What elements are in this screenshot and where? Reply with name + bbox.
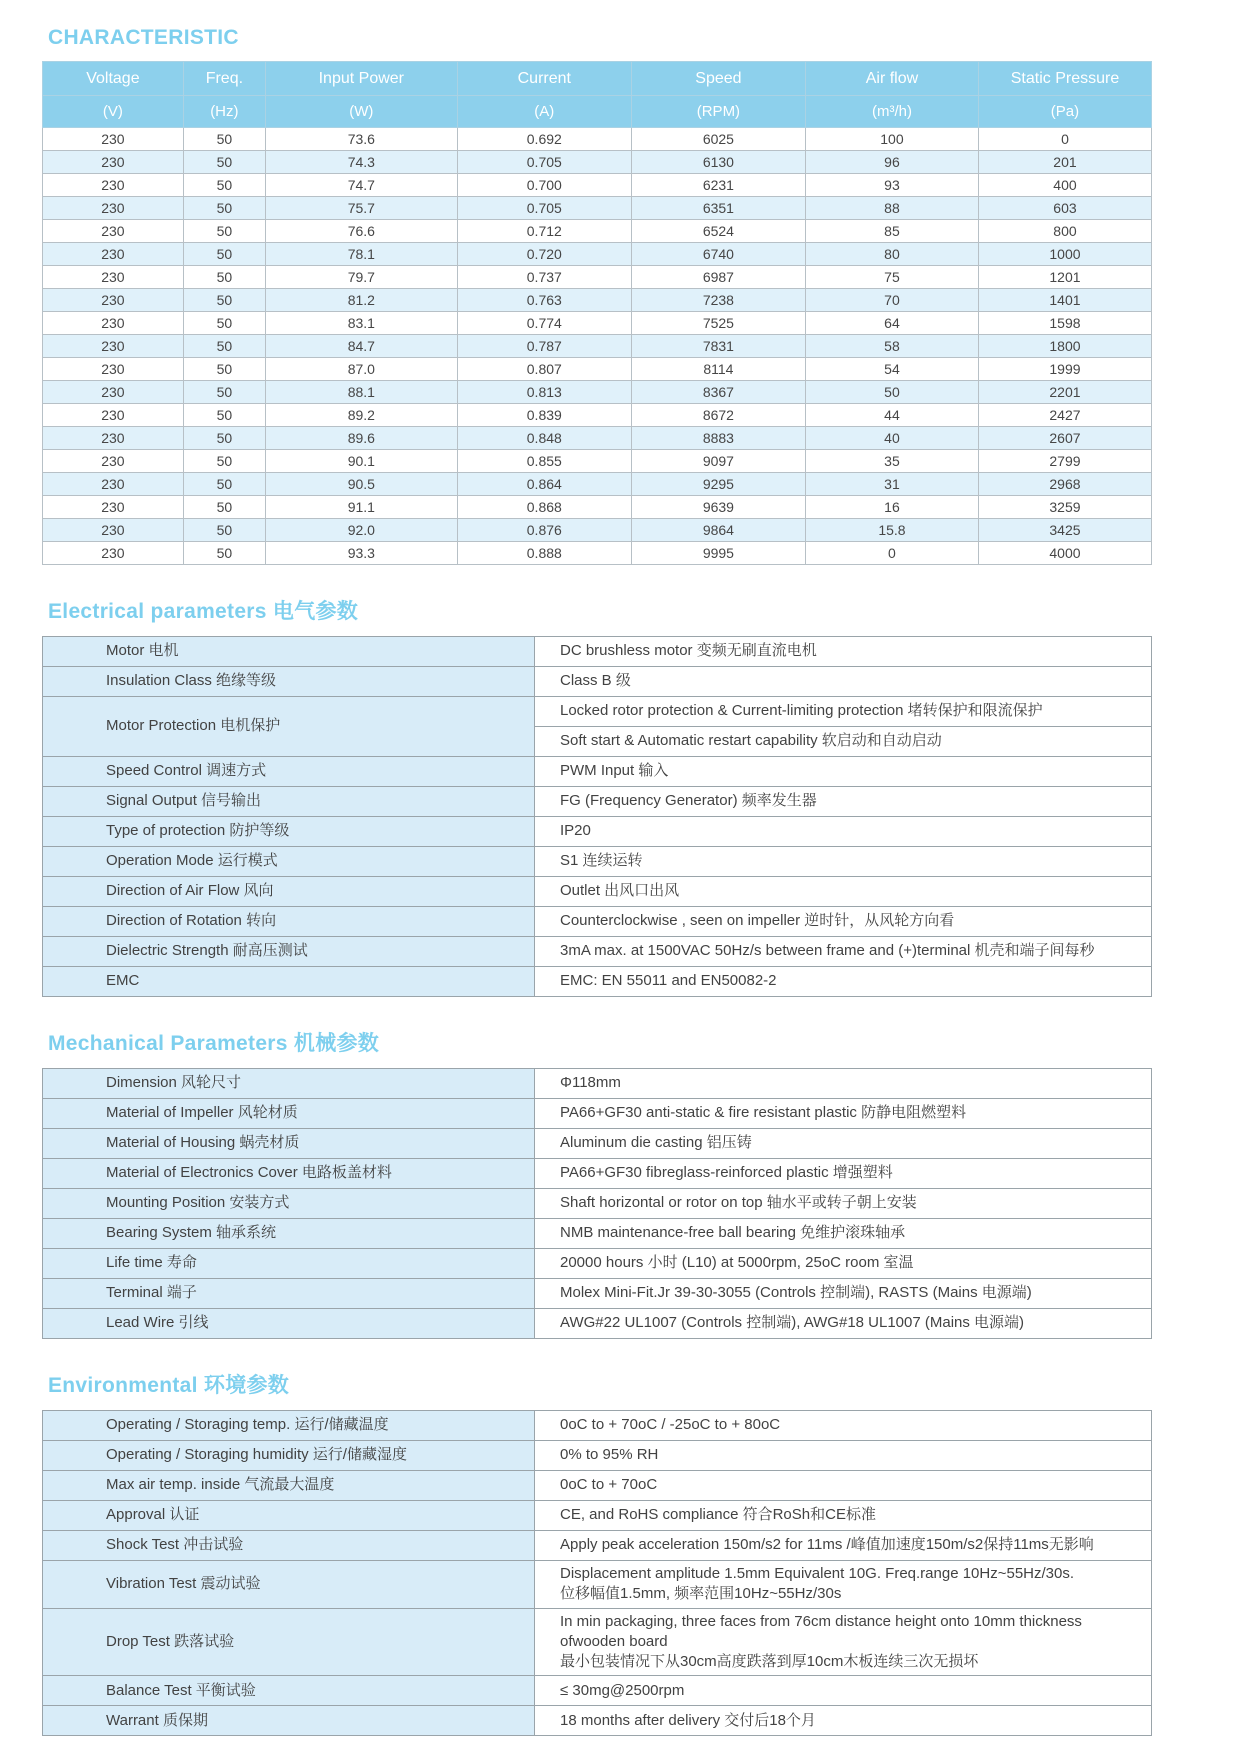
table-cell: 79.7 — [265, 266, 457, 289]
table-cell: 50 — [183, 473, 265, 496]
spec-value — [535, 1129, 1152, 1159]
table-cell: 73.6 — [265, 128, 457, 151]
table-cell: 50 — [183, 496, 265, 519]
spec-label: Direction of Rotation 转向 — [43, 907, 535, 937]
spec-value-line: 0oC to + 70oC / -25oC to + 80oC — [560, 1416, 781, 1434]
spec-row — [43, 1411, 1152, 1441]
spec-row — [43, 1069, 1152, 1099]
spec-value-line: DC brushless motor 变频无刷直流电机 — [560, 642, 817, 660]
spec-value-line: Class B 级 — [560, 672, 631, 690]
spec-value-line: Counterclockwise , seen on impeller 逆时针，从风轮方向看 — [560, 912, 955, 930]
header-row — [43, 62, 1152, 96]
table-cell: 6987 — [631, 266, 805, 289]
column-unit: (RPM) — [631, 96, 805, 128]
spec-label: Vibration Test 震动试验 — [43, 1561, 535, 1609]
characteristic-section-title: CHARACTERISTIC — [48, 26, 239, 49]
table-row — [43, 473, 1152, 496]
table-row — [43, 174, 1152, 197]
spec-label: Operating / Storaging temp. 运行/储藏温度 — [43, 1411, 535, 1441]
table-cell: 230 — [43, 381, 184, 404]
spec-value — [535, 1441, 1152, 1471]
spec-label: Insulation Class 绝缘等级 — [43, 667, 535, 697]
table-cell: 9097 — [631, 450, 805, 473]
table-cell: 88 — [805, 197, 978, 220]
table-cell: 89.2 — [265, 404, 457, 427]
table-row — [43, 542, 1152, 565]
table-cell: 6130 — [631, 151, 805, 174]
spec-value-line: Displacement amplitude 1.5mm Equivalent 10G. Freq.range 10Hz~55Hz/30s. — [560, 1565, 1075, 1582]
spec-value — [535, 907, 1152, 937]
spec-value — [535, 1608, 1152, 1676]
table-cell: 9295 — [631, 473, 805, 496]
table-cell: 74.7 — [265, 174, 457, 197]
table-cell: 0.763 — [457, 289, 631, 312]
table-cell: 50 — [183, 427, 265, 450]
spec-value — [535, 1219, 1152, 1249]
spec-row — [43, 1501, 1152, 1531]
environmental-parameters-table — [42, 1410, 1152, 1736]
table-cell: 35 — [805, 450, 978, 473]
table-cell: 2799 — [978, 450, 1151, 473]
spec-value — [535, 1471, 1152, 1501]
table-cell: 50 — [183, 312, 265, 335]
spec-value-line: S1 连续运转 — [560, 852, 643, 870]
spec-value-line: PWM Input 输入 — [560, 762, 669, 780]
table-row — [43, 335, 1152, 358]
electrical-section-title: Electrical parameters 电气参数 — [48, 600, 359, 623]
spec-label: Bearing System 轴承系统 — [43, 1219, 535, 1249]
table-cell: 83.1 — [265, 312, 457, 335]
units-row — [43, 96, 1152, 128]
spec-label: Drop Test 跌落试验 — [43, 1608, 535, 1676]
spec-value-line: IP20 — [560, 822, 591, 840]
spec-row — [43, 1099, 1152, 1129]
spec-value-line: In min packaging, three faces from 76cm distance height onto 10mm thickness ofwooden board — [560, 1612, 1082, 1650]
spec-value — [535, 847, 1152, 877]
characteristic-table — [42, 61, 1152, 565]
table-row — [43, 312, 1152, 335]
table-cell: 7238 — [631, 289, 805, 312]
table-cell: 230 — [43, 450, 184, 473]
spec-row — [43, 1309, 1152, 1339]
spec-value: Locked rotor protection & Current-limiting protection 堵转保护和限流保护 — [535, 697, 1152, 727]
table-cell: 93.3 — [265, 542, 457, 565]
spec-value — [535, 877, 1152, 907]
column-header: Speed — [631, 62, 805, 96]
table-cell: 0.813 — [457, 381, 631, 404]
spec-row — [43, 1129, 1152, 1159]
spec-row — [43, 697, 1152, 727]
table-cell: 50 — [183, 174, 265, 197]
table-cell: 74.3 — [265, 151, 457, 174]
table-cell: 400 — [978, 174, 1151, 197]
table-row — [43, 427, 1152, 450]
table-cell: 8367 — [631, 381, 805, 404]
table-cell: 0.839 — [457, 404, 631, 427]
table-cell: 0.720 — [457, 243, 631, 266]
characteristic-table-body — [43, 128, 1152, 565]
spec-value-line: PA66+GF30 fibreglass-reinforced plastic 增强塑料 — [560, 1164, 893, 1182]
table-row — [43, 128, 1152, 151]
table-row — [43, 519, 1152, 542]
table-cell: 7525 — [631, 312, 805, 335]
table-cell: 8114 — [631, 358, 805, 381]
column-header: Voltage — [43, 62, 184, 96]
table-cell: 50 — [805, 381, 978, 404]
table-cell: 9639 — [631, 496, 805, 519]
table-cell: 78.1 — [265, 243, 457, 266]
table-cell: 230 — [43, 542, 184, 565]
column-unit: (m³/h) — [805, 96, 978, 128]
spec-row — [43, 967, 1152, 997]
table-cell: 2968 — [978, 473, 1151, 496]
table-cell: 40 — [805, 427, 978, 450]
table-cell: 0.848 — [457, 427, 631, 450]
table-cell: 230 — [43, 197, 184, 220]
spec-label: Operation Mode 运行模式 — [43, 847, 535, 877]
spec-row — [43, 787, 1152, 817]
table-cell: 89.6 — [265, 427, 457, 450]
table-cell: 50 — [183, 381, 265, 404]
table-cell: 0.807 — [457, 358, 631, 381]
table-cell: 80 — [805, 243, 978, 266]
table-cell: 0.700 — [457, 174, 631, 197]
spec-value — [535, 1069, 1152, 1099]
spec-value-line: Shaft horizontal or rotor on top 轴水平或转子朝上安装 — [560, 1194, 917, 1212]
table-cell: 6351 — [631, 197, 805, 220]
table-cell: 230 — [43, 128, 184, 151]
column-unit: (W) — [265, 96, 457, 128]
table-cell: 91.1 — [265, 496, 457, 519]
spec-value-line: EMC: EN 55011 and EN50082-2 — [560, 972, 777, 990]
spec-row — [43, 817, 1152, 847]
spec-value-line: 20000 hours 小时 (L10) at 5000rpm, 25oC room 室温 — [560, 1254, 914, 1272]
spec-label: EMC — [43, 967, 535, 997]
table-cell: 230 — [43, 427, 184, 450]
column-header: Static Pressure — [978, 62, 1151, 96]
table-cell: 1800 — [978, 335, 1151, 358]
table-cell: 31 — [805, 473, 978, 496]
spec-value-line: 3mA max. at 1500VAC 50Hz/s between frame and (+)terminal 机壳和端子间每秒 — [560, 942, 1095, 960]
spec-value-line: 最小包装情况下从30cm高度跌落到厚10cm木板连续三次无损坏 — [560, 1653, 979, 1670]
table-row — [43, 266, 1152, 289]
table-cell: 0.855 — [457, 450, 631, 473]
table-cell: 9864 — [631, 519, 805, 542]
spec-row — [43, 1219, 1152, 1249]
spec-row — [43, 907, 1152, 937]
spec-value — [535, 1159, 1152, 1189]
spec-label: Signal Output 信号输出 — [43, 787, 535, 817]
spec-row — [43, 1608, 1152, 1676]
table-cell: 50 — [183, 266, 265, 289]
column-header: Current — [457, 62, 631, 96]
table-cell: 230 — [43, 335, 184, 358]
spec-label: Motor 电机 — [43, 637, 535, 667]
table-cell: 0 — [978, 128, 1151, 151]
table-row — [43, 496, 1152, 519]
spec-label: Balance Test 平衡试验 — [43, 1676, 535, 1706]
spec-row — [43, 1279, 1152, 1309]
spec-value-line: NMB maintenance-free ball bearing 免维护滚珠轴承 — [560, 1224, 906, 1242]
table-cell: 230 — [43, 289, 184, 312]
table-row — [43, 404, 1152, 427]
table-cell: 0.692 — [457, 128, 631, 151]
column-unit: (A) — [457, 96, 631, 128]
spec-value-line: 0oC to + 70oC — [560, 1476, 658, 1494]
spec-label: Operating / Storaging humidity 运行/储藏湿度 — [43, 1441, 535, 1471]
table-cell: 16 — [805, 496, 978, 519]
table-cell: 2427 — [978, 404, 1151, 427]
spec-value — [535, 787, 1152, 817]
table-cell: 6740 — [631, 243, 805, 266]
table-cell: 70 — [805, 289, 978, 312]
spec-value — [535, 1309, 1152, 1339]
column-unit: (V) — [43, 96, 184, 128]
spec-value-line: Molex Mini-Fit.Jr 39-30-3055 (Controls 控制端), RASTS (Mains 电源端) — [560, 1284, 1032, 1302]
spec-row — [43, 667, 1152, 697]
column-unit: (Hz) — [183, 96, 265, 128]
table-cell: 6231 — [631, 174, 805, 197]
spec-value-line: 0% to 95% RH — [560, 1446, 659, 1464]
table-cell: 800 — [978, 220, 1151, 243]
spec-row — [43, 1531, 1152, 1561]
spec-value-line: Aluminum die casting 铝压铸 — [560, 1134, 752, 1152]
table-cell: 1000 — [978, 243, 1151, 266]
spec-value — [535, 967, 1152, 997]
spec-row — [43, 877, 1152, 907]
table-row — [43, 197, 1152, 220]
spec-value-line: CE, and RoHS compliance 符合RoSh和CE标准 — [560, 1506, 876, 1524]
spec-value — [535, 1501, 1152, 1531]
table-cell: 0.876 — [457, 519, 631, 542]
table-cell: 0.737 — [457, 266, 631, 289]
spec-row — [43, 1676, 1152, 1706]
spec-label: Material of Impeller 风轮材质 — [43, 1099, 535, 1129]
table-cell: 0 — [805, 542, 978, 565]
spec-label: Dimension 风轮尺寸 — [43, 1069, 535, 1099]
table-cell: 3425 — [978, 519, 1151, 542]
spec-value — [535, 1279, 1152, 1309]
table-cell: 0.864 — [457, 473, 631, 496]
column-header: Input Power — [265, 62, 457, 96]
table-cell: 87.0 — [265, 358, 457, 381]
environmental-section-title: Environmental 环境参数 — [48, 1374, 290, 1397]
table-cell: 230 — [43, 496, 184, 519]
spec-value: Soft start & Automatic restart capability 软启动和自动启动 — [535, 727, 1152, 757]
spec-label: Warrant 质保期 — [43, 1706, 535, 1736]
spec-row — [43, 1441, 1152, 1471]
table-cell: 230 — [43, 151, 184, 174]
spec-row — [43, 847, 1152, 877]
table-cell: 50 — [183, 151, 265, 174]
spec-value — [535, 1189, 1152, 1219]
table-cell: 1999 — [978, 358, 1151, 381]
table-cell: 50 — [183, 289, 265, 312]
spec-label: Approval 认证 — [43, 1501, 535, 1531]
table-cell: 76.6 — [265, 220, 457, 243]
table-row — [43, 381, 1152, 404]
table-cell: 50 — [183, 197, 265, 220]
table-cell: 3259 — [978, 496, 1151, 519]
table-cell: 230 — [43, 266, 184, 289]
spec-value-line: Outlet 出风口出风 — [560, 882, 680, 900]
spec-value-line: Apply peak acceleration 150m/s2 for 11ms /峰值加速度150m/s2保持11ms无影响 — [560, 1536, 1094, 1554]
electrical-parameters-table — [42, 636, 1152, 997]
table-cell: 230 — [43, 312, 184, 335]
table-cell: 0.787 — [457, 335, 631, 358]
table-cell: 85 — [805, 220, 978, 243]
table-cell: 50 — [183, 243, 265, 266]
table-cell: 50 — [183, 128, 265, 151]
electrical-table-body — [43, 637, 1152, 997]
table-cell: 84.7 — [265, 335, 457, 358]
spec-row — [43, 757, 1152, 787]
table-cell: 230 — [43, 174, 184, 197]
spec-label: Type of protection 防护等级 — [43, 817, 535, 847]
table-cell: 1401 — [978, 289, 1151, 312]
table-cell: 7831 — [631, 335, 805, 358]
spec-row — [43, 1471, 1152, 1501]
table-cell: 96 — [805, 151, 978, 174]
table-cell: 92.0 — [265, 519, 457, 542]
spec-row — [43, 637, 1152, 667]
table-cell: 2607 — [978, 427, 1151, 450]
spec-value — [535, 817, 1152, 847]
table-cell: 0.774 — [457, 312, 631, 335]
characteristic-table-head — [43, 62, 1152, 128]
table-cell: 44 — [805, 404, 978, 427]
spec-label: Life time 寿命 — [43, 1249, 535, 1279]
spec-label: Shock Test 冲击试验 — [43, 1531, 535, 1561]
spec-label: Speed Control 调速方式 — [43, 757, 535, 787]
spec-row — [43, 937, 1152, 967]
spec-label: Material of Electronics Cover 电路板盖材料 — [43, 1159, 535, 1189]
table-cell: 50 — [183, 542, 265, 565]
spec-row — [43, 1706, 1152, 1736]
table-cell: 100 — [805, 128, 978, 151]
table-cell: 0.868 — [457, 496, 631, 519]
table-cell: 230 — [43, 243, 184, 266]
mechanical-section-title: Mechanical Parameters 机械参数 — [48, 1032, 380, 1055]
spec-label: Lead Wire 引线 — [43, 1309, 535, 1339]
table-cell: 6524 — [631, 220, 805, 243]
table-cell: 0.888 — [457, 542, 631, 565]
spec-row — [43, 1249, 1152, 1279]
table-cell: 230 — [43, 220, 184, 243]
spec-label: Dielectric Strength 耐高压测试 — [43, 937, 535, 967]
table-cell: 50 — [183, 358, 265, 381]
spec-row — [43, 1561, 1152, 1609]
table-cell: 75 — [805, 266, 978, 289]
table-cell: 1201 — [978, 266, 1151, 289]
spec-value — [535, 757, 1152, 787]
table-cell: 0.705 — [457, 151, 631, 174]
spec-label: Mounting Position 安装方式 — [43, 1189, 535, 1219]
table-cell: 8883 — [631, 427, 805, 450]
spec-value-line: Φ118mm — [560, 1074, 621, 1092]
table-cell: 6025 — [631, 128, 805, 151]
table-cell: 230 — [43, 519, 184, 542]
spec-value — [535, 1561, 1152, 1609]
table-cell: 201 — [978, 151, 1151, 174]
table-cell: 230 — [43, 358, 184, 381]
table-cell: 8672 — [631, 404, 805, 427]
column-header: Freq. — [183, 62, 265, 96]
spec-label: Max air temp. inside 气流最大温度 — [43, 1471, 535, 1501]
table-row — [43, 358, 1152, 381]
table-cell: 75.7 — [265, 197, 457, 220]
environmental-table-body — [43, 1411, 1152, 1736]
table-cell: 230 — [43, 473, 184, 496]
table-cell: 93 — [805, 174, 978, 197]
table-cell: 230 — [43, 404, 184, 427]
spec-row — [43, 1159, 1152, 1189]
table-cell: 64 — [805, 312, 978, 335]
spec-label: Direction of Air Flow 风向 — [43, 877, 535, 907]
table-cell: 90.5 — [265, 473, 457, 496]
spec-value — [535, 1411, 1152, 1441]
spec-value — [535, 1249, 1152, 1279]
table-cell: 50 — [183, 450, 265, 473]
mechanical-table-body — [43, 1069, 1152, 1339]
table-cell: 50 — [183, 404, 265, 427]
table-cell: 50 — [183, 220, 265, 243]
spec-value-line: ≤ 30mg@2500rpm — [560, 1681, 685, 1699]
spec-value — [535, 1099, 1152, 1129]
table-cell: 90.1 — [265, 450, 457, 473]
table-cell: 50 — [183, 335, 265, 358]
spec-value-line: 18 months after delivery 交付后18个月 — [560, 1711, 816, 1729]
column-unit: (Pa) — [978, 96, 1151, 128]
table-row — [43, 151, 1152, 174]
table-cell: 81.2 — [265, 289, 457, 312]
table-cell: 88.1 — [265, 381, 457, 404]
spec-row — [43, 1189, 1152, 1219]
table-cell: 0.705 — [457, 197, 631, 220]
table-row — [43, 450, 1152, 473]
spec-value-line: FG (Frequency Generator) 频率发生器 — [560, 792, 817, 810]
spec-label: Terminal 端子 — [43, 1279, 535, 1309]
table-row — [43, 243, 1152, 266]
table-cell: 2201 — [978, 381, 1151, 404]
table-cell: 1598 — [978, 312, 1151, 335]
spec-value — [535, 937, 1152, 967]
spec-value-line: 位移幅值1.5mm, 频率范围10Hz~55Hz/30s — [560, 1585, 842, 1603]
spec-value — [535, 1531, 1152, 1561]
table-row — [43, 289, 1152, 312]
column-header: Air flow — [805, 62, 978, 96]
table-cell: 4000 — [978, 542, 1151, 565]
spec-label: Material of Housing 蜗壳材质 — [43, 1129, 535, 1159]
table-row — [43, 220, 1152, 243]
table-cell: 58 — [805, 335, 978, 358]
spec-value — [535, 1676, 1152, 1706]
spec-label: Motor Protection 电机保护 — [43, 697, 535, 757]
table-cell: 9995 — [631, 542, 805, 565]
spec-value — [535, 667, 1152, 697]
table-cell: 50 — [183, 519, 265, 542]
table-cell: 603 — [978, 197, 1151, 220]
spec-value-line: PA66+GF30 anti-static & fire resistant plastic 防静电阻燃塑料 — [560, 1104, 967, 1122]
mechanical-parameters-table — [42, 1068, 1152, 1339]
table-cell: 54 — [805, 358, 978, 381]
table-cell: 0.712 — [457, 220, 631, 243]
spec-value — [535, 1706, 1152, 1736]
spec-value — [535, 637, 1152, 667]
spec-value-line: AWG#22 UL1007 (Controls 控制端), AWG#18 UL1007 (Mains 电源端) — [560, 1314, 1025, 1332]
table-cell: 15.8 — [805, 519, 978, 542]
